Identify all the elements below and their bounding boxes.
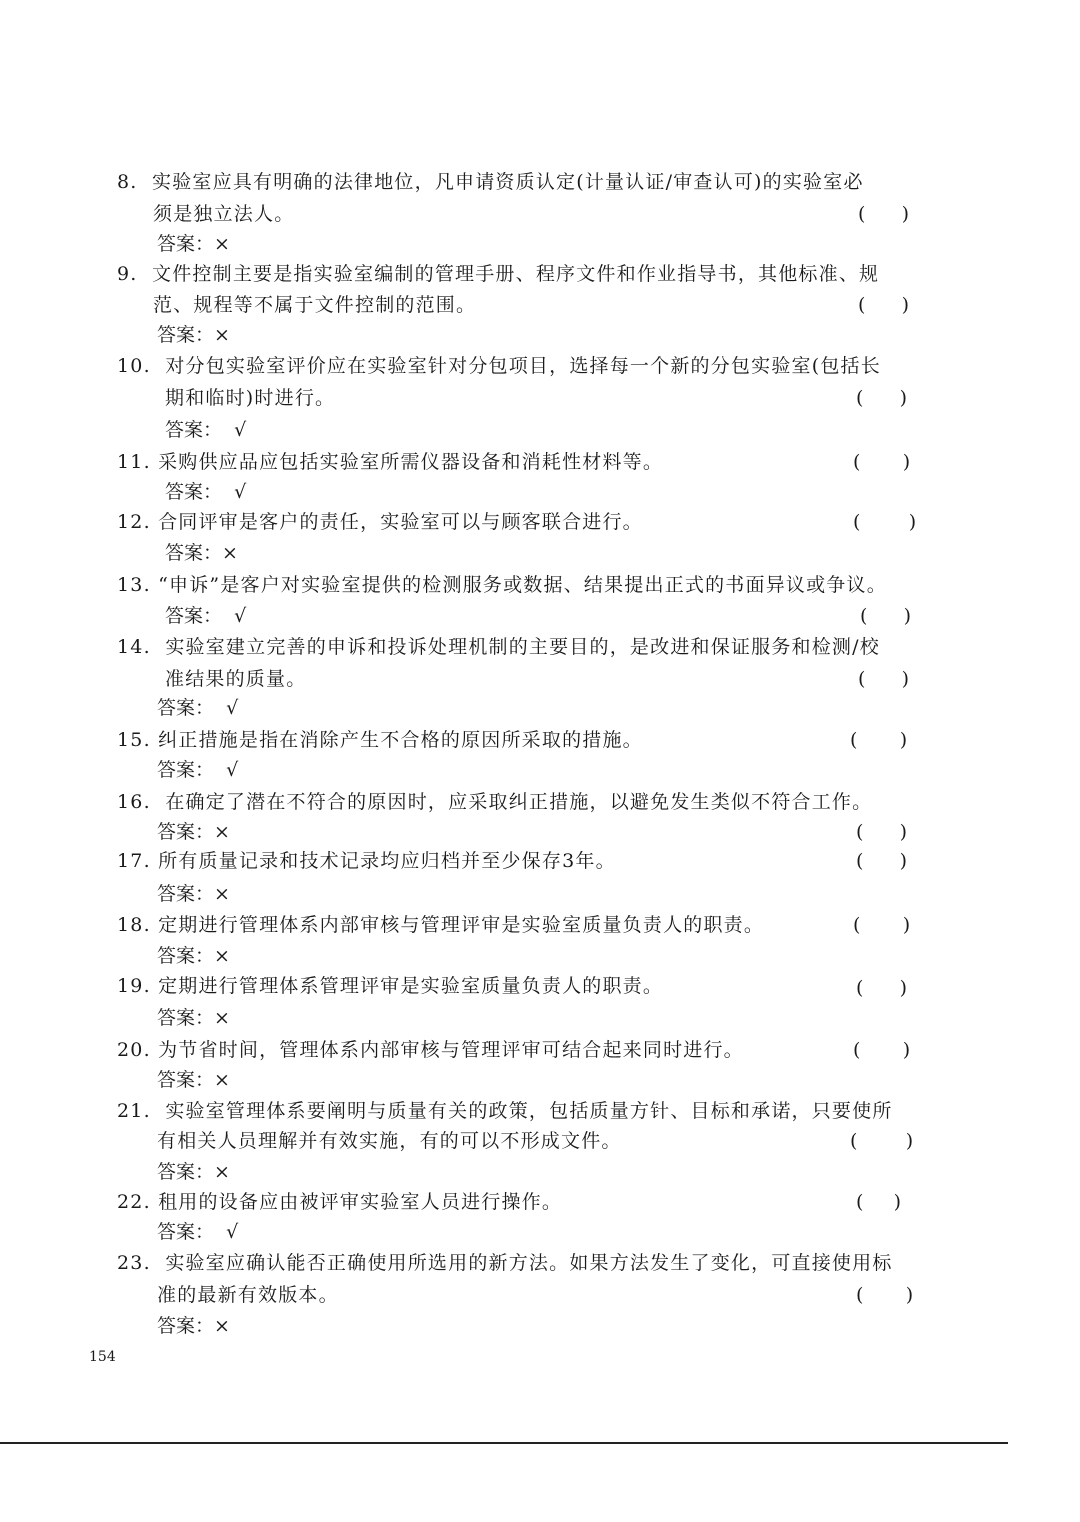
q10-answer-blank: ( ) (856, 387, 908, 409)
q14-text-1: 实验室建立完善的申诉和投诉处理机制的主要目的，是改进和保证服务和检测/校 (165, 636, 880, 658)
q8-line1 (117, 170, 864, 194)
q8-line2: 须是独立法人。 (153, 203, 295, 225)
q12-text-1: 合同评审是客户的责任，实验室可以与顾客联合进行。 (158, 511, 643, 533)
bottom-rule (0, 1442, 1008, 1444)
q23-line2: 准的最新有效版本。 (157, 1284, 339, 1306)
q15-number: 15. (117, 729, 151, 751)
q14-answer: 答案： √ (157, 697, 239, 719)
q16-answer: 答案：× (157, 821, 230, 843)
q16-line1 (117, 790, 872, 814)
q12-answer-blank: ( ) (853, 511, 917, 533)
q15-text-1: 纠正措施是指在消除产生不合格的原因所采取的措施。 (158, 729, 643, 751)
q9-line2: 范、规程等不属于文件控制的范围。 (153, 294, 477, 316)
q12-answer: 答案：× (165, 542, 238, 564)
q18-text-1: 定期进行管理体系内部审核与管理评审是实验室质量负责人的职责。 (158, 914, 765, 936)
q11-answer-blank: ( ) (853, 451, 911, 473)
q22-text-1: 租用的设备应由被评审实验室人员进行操作。 (158, 1191, 563, 1213)
q19-line1 (117, 974, 663, 998)
q20-text-1: 为节省时间，管理体系内部审核与管理评审可结合起来同时进行。 (158, 1039, 744, 1061)
q13-answer-blank: ( ) (860, 605, 912, 627)
q20-line1 (117, 1038, 744, 1062)
q22-line1 (117, 1190, 562, 1214)
q20-answer: 答案：× (157, 1069, 230, 1091)
q23-answer-blank: ( ) (856, 1284, 914, 1306)
q23-text-1: 实验室应确认能否正确使用所选用的新方法。如果方法发生了变化，可直接使用标 (165, 1252, 893, 1274)
q17-line1 (117, 849, 616, 873)
q11-number: 11. (117, 451, 151, 473)
q12-line1 (117, 510, 643, 534)
q10-line1 (117, 354, 881, 378)
q14-answer-blank: ( ) (858, 668, 910, 690)
q19-answer: 答案：× (157, 1007, 230, 1029)
q15-answer: 答案： √ (157, 759, 239, 781)
q16-answer-blank: ( ) (856, 821, 908, 843)
q22-number: 22. (117, 1191, 151, 1213)
page-number: 154 (89, 1349, 116, 1365)
q23-answer: 答案：× (157, 1315, 230, 1337)
q11-answer: 答案： √ (165, 481, 247, 503)
q21-line2: 有相关人员理解并有效实施，有的可以不形成文件。 (157, 1130, 622, 1152)
q19-number: 19. (117, 975, 151, 997)
q17-number: 17. (117, 850, 151, 872)
q18-number: 18. (117, 914, 151, 936)
q16-number: 16. (117, 791, 151, 813)
q10-text-1: 对分包实验室评价应在实验室针对分包项目，选择每一个新的分包实验室(包括长 (165, 355, 881, 377)
q14-line1 (117, 635, 880, 659)
q8-answer-blank: ( ) (858, 203, 910, 225)
q13-answer: 答案： √ (165, 605, 247, 627)
q22-answer: 答案： √ (157, 1221, 239, 1243)
q11-line1 (117, 450, 663, 474)
q21-answer: 答案：× (157, 1161, 230, 1183)
q15-answer-blank: ( ) (850, 729, 908, 751)
q18-answer: 答案：× (157, 945, 230, 967)
q21-answer-blank: ( ) (850, 1130, 914, 1152)
q17-answer-blank: ( ) (856, 850, 908, 872)
q11-text-1: 采购供应品应包括实验室所需仪器设备和消耗性材料等。 (158, 451, 664, 473)
q19-answer-blank: ( ) (856, 977, 908, 999)
q21-line1 (117, 1099, 893, 1123)
q9-answer-blank: ( ) (858, 294, 910, 316)
q17-answer: 答案：× (157, 883, 230, 905)
q8-text-1: 实验室应具有明确的法律地位，凡申请资质认定(计量认证/审查认可)的实验室必 (152, 171, 864, 193)
q15-line1 (117, 728, 643, 752)
q12-number: 12. (117, 511, 151, 533)
q13-line1 (117, 573, 887, 597)
q10-line2: 期和临时)时进行。 (165, 387, 336, 409)
q14-number: 14. (117, 636, 151, 658)
q13-number: 13. (117, 574, 151, 596)
q9-answer: 答案：× (157, 324, 230, 346)
q10-answer: 答案： √ (165, 419, 247, 441)
q20-answer-blank: ( ) (853, 1039, 911, 1061)
q9-text-1: 文件控制主要是指实验室编制的管理手册、程序文件和作业指导书，其他标准、规 (152, 263, 880, 285)
q10-number: 10. (117, 355, 151, 377)
q22-answer-blank: ( ) (856, 1191, 902, 1213)
q18-line1 (117, 913, 764, 937)
q19-text-1: 定期进行管理体系管理评审是实验室质量负责人的职责。 (158, 975, 664, 997)
q9-line1 (117, 262, 879, 286)
q20-number: 20. (117, 1039, 151, 1061)
q8-answer: 答案：× (157, 233, 230, 255)
q9-number: 9. (117, 263, 138, 285)
q17-text-1: 所有质量记录和技术记录均应归档并至少保存3年。 (158, 850, 616, 872)
q23-number: 23. (117, 1252, 151, 1274)
q8-number: 8. (117, 171, 138, 193)
q18-answer-blank: ( ) (853, 914, 911, 936)
q14-line2: 准结果的质量。 (165, 668, 307, 690)
q23-line1 (117, 1251, 893, 1275)
q13-text-1: “申诉”是客户对实验室提供的检测服务或数据、结果提出正式的书面异议或争议。 (158, 574, 887, 596)
q21-text-1: 实验室管理体系要阐明与质量有关的政策，包括质量方针、目标和承诺，只要使所 (165, 1100, 893, 1122)
q16-text-1: 在确定了潜在不符合的原因时，应采取纠正措施，以避免发生类似不符合工作。 (165, 791, 873, 813)
q21-number: 21. (117, 1100, 151, 1122)
